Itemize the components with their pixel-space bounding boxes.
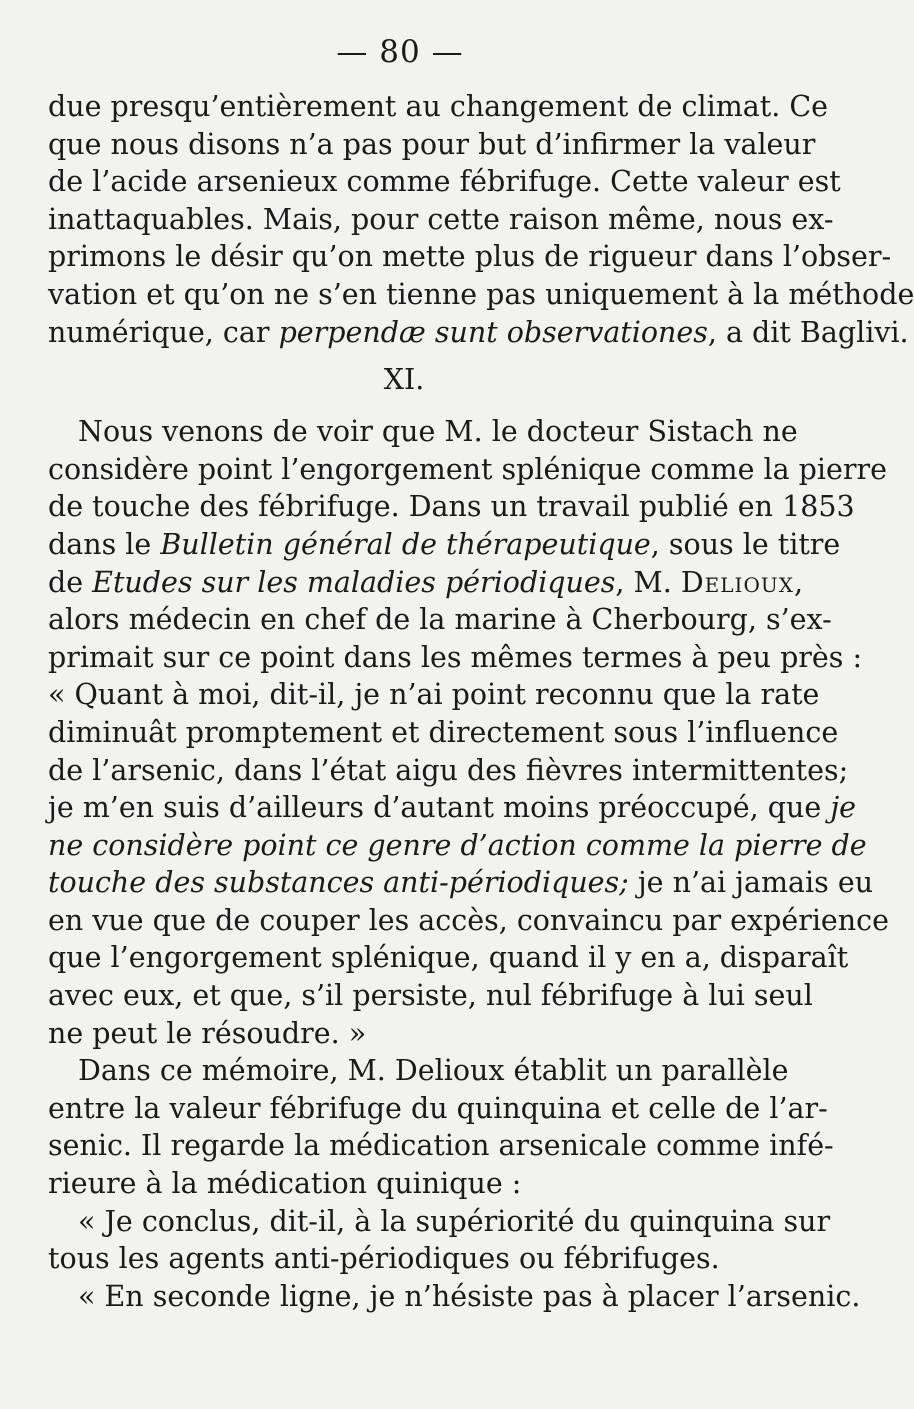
text-line: en vue que de couper les accès, convaincu par expérience bbox=[48, 903, 889, 937]
text-line: « En seconde ligne, je n’hésiste pas à placer l’arsenic. bbox=[78, 1279, 861, 1313]
text-line: alors médecin en chef de la marine à Cherbourg, s’ex- bbox=[48, 603, 832, 637]
text-line: avec eux, et que, s’il persiste, nul fébrifuge à lui seul bbox=[48, 979, 813, 1013]
text-line bbox=[48, 314, 909, 352]
text-line bbox=[48, 864, 874, 902]
text-run: , bbox=[793, 565, 804, 599]
page-body bbox=[48, 88, 914, 1315]
text-line: due presqu’entièrement au changement de climat. Ce bbox=[48, 90, 829, 123]
text-line: vation et qu’on ne s’en tienne pas uniquement à la méthode bbox=[48, 277, 914, 311]
text-line: rieure à la médication quinique : bbox=[48, 1167, 522, 1201]
text-line: que nous disons n’a pas pour but d’infirmer la valeur bbox=[48, 127, 816, 161]
text-line: de l’acide arsenieux comme fébrifuge. Cette valeur est bbox=[48, 165, 841, 199]
paragraph bbox=[48, 413, 889, 1052]
text-run: je m’en suis d’ailleurs d’autant moins préoccupé, que bbox=[48, 791, 831, 825]
text-line bbox=[48, 526, 841, 564]
page-number: — 80 — bbox=[336, 34, 464, 70]
emphasis: touche des substances anti-périodiques; bbox=[48, 866, 629, 900]
journal-title: Bulletin général de thérapeutique bbox=[160, 527, 651, 561]
emphasis: je bbox=[830, 791, 857, 825]
text-line: senic. Il regarde la médication arsenicale comme infé- bbox=[48, 1129, 834, 1163]
text-line bbox=[48, 564, 804, 602]
text-run: , M. bbox=[615, 565, 681, 599]
text-line: entre la valeur fébrifuge du quinquina et celle de l’ar- bbox=[48, 1091, 828, 1125]
section-heading: XI. bbox=[383, 363, 425, 397]
text-line: Nous venons de voir que M. le docteur Sistach ne bbox=[78, 415, 798, 449]
text-line: tous les agents anti-périodiques ou fébrifuges. bbox=[48, 1242, 720, 1276]
quotation bbox=[48, 1203, 831, 1278]
paragraph bbox=[48, 88, 914, 351]
text-line: primons le désir qu’on mette plus de rigueur dans l’obser- bbox=[48, 240, 892, 274]
work-title: Etudes sur les maladies périodiques bbox=[92, 565, 616, 599]
text-line: ne considère point ce genre d’action comme la pierre de bbox=[48, 828, 867, 862]
text-line: primait sur ce point dans les mêmes termes à peu près : bbox=[48, 640, 863, 674]
text-line: « Je conclus, dit-il, à la supériorité du quinquina sur bbox=[78, 1204, 831, 1238]
text-run: numérique, car bbox=[48, 315, 279, 349]
text-run: je n’ai jamais eu bbox=[628, 866, 874, 900]
author-name: Delioux bbox=[680, 565, 794, 599]
text-run: de bbox=[48, 565, 93, 599]
text-run: , sous le titre bbox=[650, 527, 841, 561]
text-line: « Quant à moi, dit-il, je n’ai point reconnu que la rate bbox=[48, 678, 820, 712]
text-line bbox=[48, 789, 857, 827]
quotation bbox=[48, 1278, 861, 1316]
latin-quote: perpendæ sunt observationes bbox=[278, 315, 708, 349]
text-run: , a dit Baglivi. bbox=[707, 315, 909, 349]
text-line: inattaquables. Mais, pour cette raison même, nous ex- bbox=[48, 202, 834, 236]
paragraph bbox=[48, 1052, 834, 1202]
text-run: dans le bbox=[48, 527, 161, 561]
text-line: que l’engorgement splénique, quand il y en a, disparaît bbox=[48, 941, 849, 975]
text-line: ne peut le résoudre. » bbox=[48, 1016, 367, 1050]
text-line: de touche des fébrifuge. Dans un travail publié en 1853 bbox=[48, 490, 855, 524]
text-line: de l’arsenic, dans l’état aigu des fièvres intermittentes; bbox=[48, 753, 849, 787]
text-line: diminuât promptement et directement sous l’influence bbox=[48, 715, 839, 749]
text-line: considère point l’engorgement splénique comme la pierre bbox=[48, 452, 887, 486]
text-line: Dans ce mémoire, M. Delioux établit un parallèle bbox=[78, 1054, 789, 1088]
